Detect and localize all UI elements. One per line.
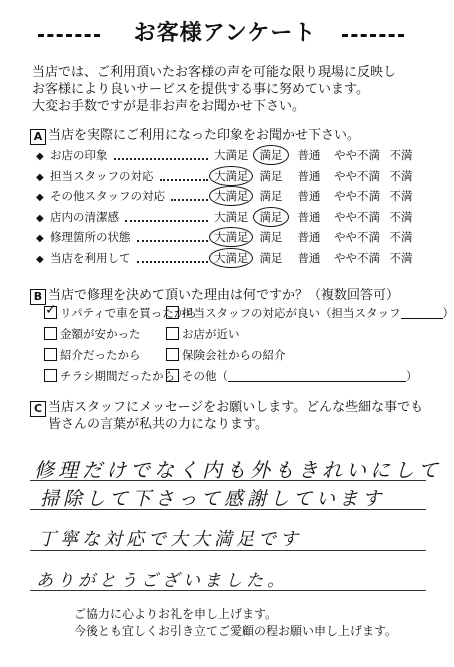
reason-label: 担当スタッフの対応が良い（担当スタッフ: [182, 306, 401, 320]
dotted-leader: [171, 199, 208, 201]
section-b-badge: B: [30, 289, 46, 305]
rating-option[interactable]: やや不満: [334, 168, 380, 183]
section-c-heading: [30, 400, 423, 433]
reason-checkbox[interactable]: [166, 326, 240, 342]
footer-line: 今後とも宜しくお引き立てご愛顧の程お願い申し上げます。: [74, 624, 398, 638]
rating-option[interactable]: 満足: [259, 209, 283, 224]
diamond-bullet-icon: ◆: [36, 253, 44, 265]
reason-label: 紹介だったから: [60, 348, 141, 362]
title-left-dashes: [38, 34, 100, 37]
intro-line: 当店では、ご利用頂いたお客様の声を可能な限り現場に反映し: [32, 65, 397, 80]
rating-option[interactable]: 満足: [259, 148, 283, 162]
checkbox[interactable]: [166, 369, 179, 382]
diamond-bullet-icon: ◆: [36, 233, 44, 244]
checkbox[interactable]: [166, 306, 179, 319]
intro-line: お客様により良いサービスを提供する事に努めています。: [32, 82, 369, 97]
reason-checkbox[interactable]: [44, 347, 141, 363]
rating-option[interactable]: 普通: [297, 209, 321, 224]
reason-label: お店が近い: [182, 327, 240, 341]
reason-label: チラシ期間だったから: [60, 369, 175, 383]
checkbox[interactable]: [166, 327, 179, 340]
reason-label: 保険会社からの紹介: [182, 348, 286, 362]
question-label: 店内の清潔感: [50, 209, 119, 224]
rating-option[interactable]: 普通: [297, 189, 321, 203]
reason-checkbox[interactable]: その他（ ）: [166, 368, 418, 384]
section-c-badge: C: [30, 401, 46, 417]
rating-option[interactable]: 不満: [389, 209, 413, 224]
rating-option[interactable]: やや不満: [334, 189, 380, 203]
rating-option[interactable]: 大満足: [214, 209, 249, 224]
rating-option[interactable]: 大満足: [214, 168, 249, 183]
rating-option[interactable]: 満足: [259, 250, 283, 265]
section-a-heading-text: 当店を実際にご利用になった印象をお聞かせ下さい。: [48, 128, 361, 143]
survey-title-row: [0, 14, 450, 48]
question-row: [36, 208, 446, 226]
title-right-dashes: [342, 34, 404, 37]
reason-checkbox[interactable]: [166, 347, 286, 363]
rating-option[interactable]: 大満足: [214, 189, 249, 203]
dotted-leader: [137, 261, 208, 263]
intro-text: [32, 64, 442, 115]
checkbox-checked[interactable]: [44, 306, 57, 319]
staff-name-blank[interactable]: [401, 305, 443, 319]
reason-checkbox[interactable]: 担当スタッフの対応が良い（担当スタッフ ）: [166, 305, 454, 321]
checkbox[interactable]: [44, 327, 57, 340]
rating-option[interactable]: 不満: [389, 168, 413, 183]
dotted-leader: [125, 220, 208, 222]
section-c-heading-text: 当店スタッフにメッセージをお願いします。どんな些細な事でも: [48, 400, 424, 415]
section-c-heading-text: 皆さんの言葉が私共の力になります。: [48, 417, 268, 432]
question-label: お店の印象: [50, 148, 108, 162]
rating-option[interactable]: 大満足: [214, 250, 249, 265]
question-label: その他スタッフの対応: [50, 189, 165, 203]
survey-title: お客様アンケート: [133, 21, 317, 46]
rating-option[interactable]: やや不満: [334, 209, 380, 224]
dotted-leader: [160, 179, 208, 181]
rating-option[interactable]: 不満: [389, 148, 413, 162]
rating-option[interactable]: 満足: [259, 230, 283, 244]
rating-option[interactable]: やや不満: [334, 148, 380, 162]
question-label: 当店を利用して: [50, 250, 131, 265]
diamond-bullet-icon: ◆: [36, 171, 44, 183]
checkbox[interactable]: [44, 369, 57, 382]
rating-option[interactable]: 普通: [297, 230, 321, 244]
footer-line: ご協力に心よりお礼を申し上げます。: [74, 607, 278, 621]
question-row: [36, 228, 446, 246]
reason-checkbox[interactable]: [44, 368, 175, 384]
reason-label: その他（: [182, 369, 228, 383]
rating-option[interactable]: 大満足: [214, 148, 249, 162]
reason-checkbox[interactable]: [44, 326, 141, 342]
handwritten-message-line: 丁寧な対応で大大満足です: [38, 529, 302, 550]
handwritten-message-line: 掃除して下さって感謝しています: [40, 488, 386, 510]
section-a-badge: A: [30, 129, 46, 145]
question-label: 担当スタッフの対応: [50, 168, 154, 183]
rating-option[interactable]: 満足: [259, 168, 283, 183]
rating-option[interactable]: 不満: [389, 189, 413, 203]
question-row: [36, 146, 446, 164]
rating-option[interactable]: 普通: [297, 168, 321, 183]
rating-option[interactable]: 普通: [297, 250, 321, 265]
reason-label: 金額が安かった: [60, 327, 141, 341]
checkbox[interactable]: [166, 348, 179, 361]
rating-option[interactable]: 普通: [297, 148, 321, 162]
section-b-heading-text: 当店で修理を決めて頂いた理由は何ですか？（複数回答可）: [48, 288, 400, 303]
intro-line: 大変お手数ですが是非お声をお聞かせ下さい。: [32, 99, 306, 114]
rating-option[interactable]: 不満: [389, 250, 413, 265]
section-b-heading: [30, 288, 399, 305]
question-label: 修理箇所の状態: [50, 230, 131, 244]
reason-label: リパティで車を買ったから: [60, 306, 197, 320]
handwritten-message-line: ありがとうございました。: [36, 571, 288, 591]
diamond-bullet-icon: ◆: [36, 192, 44, 203]
rating-option[interactable]: やや不満: [334, 250, 380, 265]
question-row: [36, 167, 446, 185]
handwritten-message-line: 修理だけでなく内も外もきれいにして: [34, 458, 442, 482]
rating-option[interactable]: やや不満: [334, 230, 380, 244]
diamond-bullet-icon: ◆: [36, 212, 44, 224]
dotted-leader: [114, 158, 208, 160]
rating-option[interactable]: 満足: [259, 189, 283, 203]
checkbox[interactable]: [44, 348, 57, 361]
dotted-leader: [137, 240, 208, 242]
section-a-heading: [30, 128, 360, 145]
question-row: [36, 249, 446, 267]
rating-option[interactable]: 大満足: [214, 230, 249, 244]
footer-text: [74, 606, 397, 640]
rating-option[interactable]: 不満: [389, 230, 413, 244]
diamond-bullet-icon: ◆: [36, 151, 44, 162]
other-reason-blank[interactable]: [228, 368, 406, 382]
question-row: [36, 187, 446, 205]
